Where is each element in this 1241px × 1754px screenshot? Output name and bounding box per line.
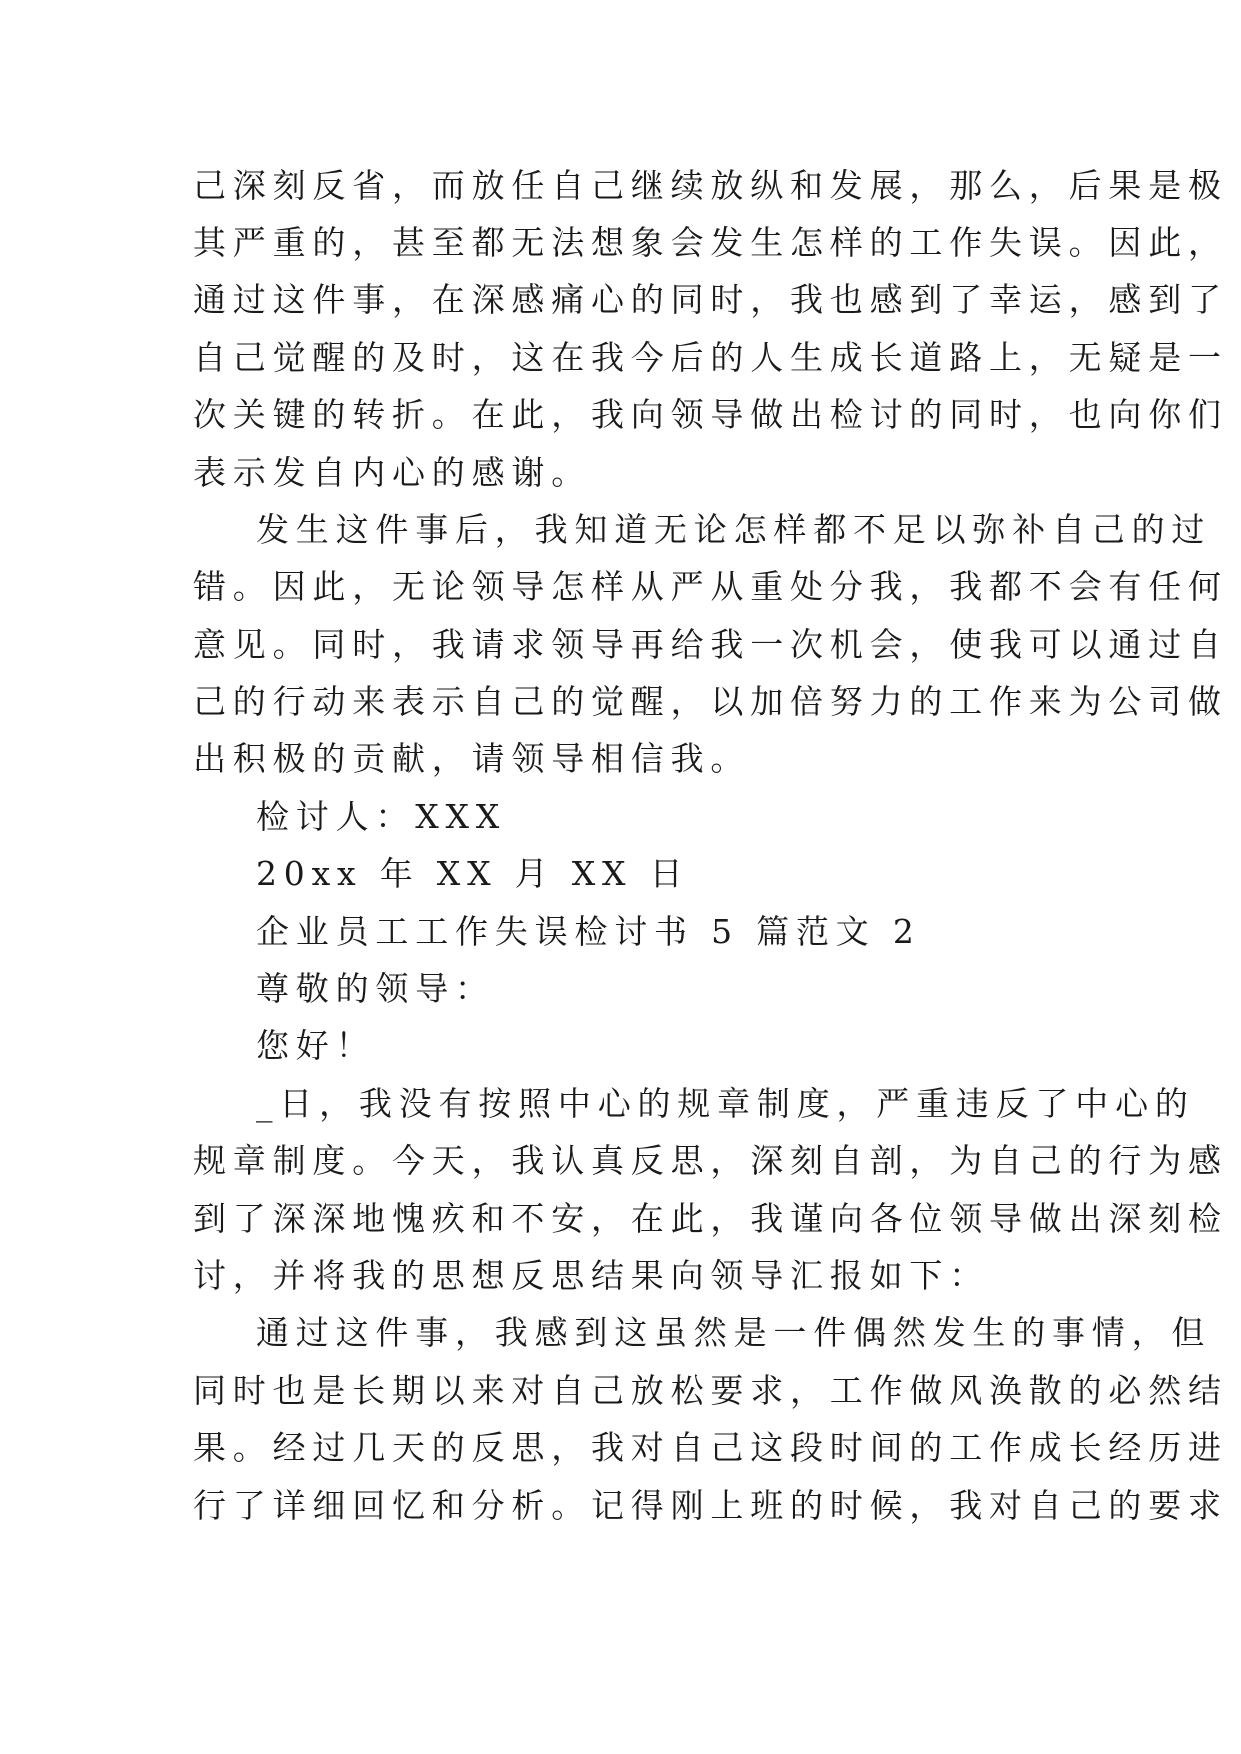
text-line: 规章制度。今天，我认真反思，深刻自剖，为自己的行为感 xyxy=(193,1141,1228,1180)
date-line: 20xx 年 XX 月 XX 日 xyxy=(256,854,690,893)
greeting: 您好！ xyxy=(256,1026,376,1065)
text-line: 通过这件事，在深感痛心的同时，我也感到了幸运，感到了 xyxy=(193,280,1228,319)
salutation: 尊敬的领导： xyxy=(256,969,495,1008)
text-line: 行了详细回忆和分析。记得刚上班的时候，我对自己的要求 xyxy=(193,1486,1228,1525)
section-title: 企业员工工作失误检讨书 5 篇范文 2 xyxy=(256,912,921,951)
text-line: 己的行动来表示自己的觉醒，以加倍努力的工作来为公司做 xyxy=(193,682,1228,721)
text-line: 同时也是长期以来对自己放松要求，工作做风涣散的必然结 xyxy=(193,1371,1228,1410)
text-line: 错。因此，无论领导怎样从严从重处分我，我都不会有任何 xyxy=(193,567,1228,606)
text-line: 意见。同时，我请求领导再给我一次机会，使我可以通过自 xyxy=(193,625,1228,664)
text-line: 到了深深地愧疚和不安，在此，我谨向各位领导做出深刻检 xyxy=(193,1199,1228,1238)
text-line: 次关键的转折。在此，我向领导做出检讨的同时，也向你们 xyxy=(193,395,1228,434)
text-line: 出积极的贡献，请领导相信我。 xyxy=(193,739,751,778)
text-line: 表示发自内心的感谢。 xyxy=(193,453,591,492)
signature-line: 检讨人：XXX xyxy=(256,797,507,836)
text-line: 其严重的，甚至都无法想象会发生怎样的工作失误。因此， xyxy=(193,223,1228,262)
text-line: 讨，并将我的思想反思结果向领导汇报如下： xyxy=(193,1256,989,1295)
text-line: 自己觉醒的及时，这在我今后的人生成长道路上，无疑是一 xyxy=(193,338,1228,377)
text-line: 果。经过几天的反思，我对自己这段时间的工作成长经历进 xyxy=(193,1428,1228,1467)
text-line: 发生这件事后，我知道无论怎样都不足以弥补自己的过 xyxy=(256,510,1212,549)
text-line: 己深刻反省，而放任自己继续放纵和发展，那么，后果是极 xyxy=(193,166,1228,205)
text-line: 通过这件事，我感到这虽然是一件偶然发生的事情，但 xyxy=(256,1313,1212,1352)
text-line: _日，我没有按照中心的规章制度，严重违反了中心的 xyxy=(256,1084,1195,1123)
